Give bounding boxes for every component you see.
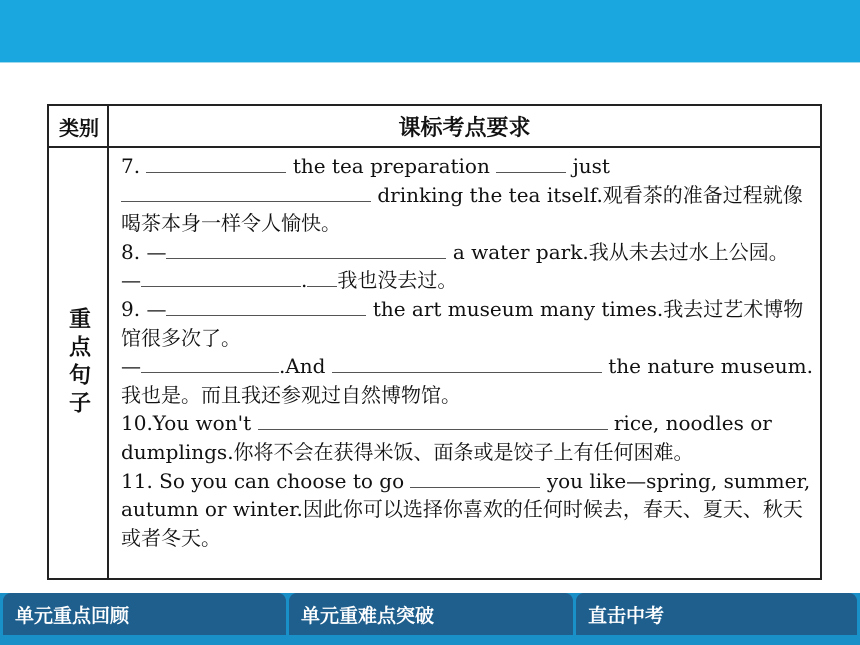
blank[interactable] (258, 411, 608, 430)
category-cell (49, 148, 107, 578)
nav-unit-review-button[interactable]: 单元重点回顾 (3, 593, 286, 635)
blank[interactable] (332, 354, 602, 373)
blank[interactable] (121, 183, 371, 202)
top-banner (0, 0, 860, 63)
s8-text-1: a water park.我从未去过水上公园。 (452, 239, 789, 264)
blank[interactable] (410, 469, 540, 488)
sentence-9 (121, 295, 814, 352)
blank[interactable] (166, 240, 446, 259)
blank[interactable] (496, 154, 566, 173)
s11-text: you like—spring, summer, autumn or winter.因此你可以选择你喜欢的任何时候去，春天、夏天、秋天或者冬天。 (121, 468, 811, 550)
s9-text-1: the art museum many times.我去过艺术博物馆很多次了。 (121, 296, 804, 350)
blank[interactable] (166, 297, 366, 316)
s8-number: 8. — (121, 239, 167, 264)
sentence-11 (121, 467, 814, 553)
s7-text-3: drinking the tea itself.观看茶的准备过程就像喝茶本身一样令人愉快。 (121, 182, 803, 236)
table-header-row (49, 106, 820, 148)
sentence-7 (121, 152, 814, 238)
s10-number: 10.You won't (121, 411, 252, 436)
sentence-9-reply (121, 352, 814, 409)
s8-period: . (301, 268, 308, 293)
requirements-table (47, 104, 822, 580)
header-category: 类别 (59, 115, 99, 140)
sentence-8 (121, 238, 814, 267)
s7-text-2: just (572, 154, 610, 178)
s7-text-1: the tea preparation (292, 154, 490, 178)
s8-text-2: 我也没去过。 (337, 268, 458, 293)
s9-number: 9. — (121, 296, 167, 321)
nav-exam-button[interactable]: 直击中考 (576, 593, 857, 635)
blank[interactable] (307, 268, 337, 287)
s9-text-3: the nature museum.我也是。而且我还参观过自然博物馆。 (121, 354, 813, 407)
blank[interactable] (141, 354, 279, 373)
s8-dash: — (121, 268, 141, 293)
column-divider (107, 106, 109, 578)
s11-number: 11. So you can choose to go (121, 468, 405, 493)
s10-text: rice, noodles or dumplings.你将不会在获得米饭、面条或是饺子上有任何困难。 (121, 411, 772, 464)
sentence-8-reply (121, 266, 814, 295)
header-requirement: 课标考点要求 (398, 115, 531, 141)
s7-number: 7. (121, 154, 141, 178)
s9-text-2: .And (279, 354, 326, 379)
bottom-navigation (0, 593, 860, 645)
nav-key-points-button[interactable]: 单元重难点突破 (289, 593, 573, 635)
blank[interactable] (141, 268, 301, 287)
s9-dash: — (121, 354, 141, 379)
sentence-10 (121, 409, 814, 466)
sentences-content (121, 152, 814, 552)
blank[interactable] (146, 154, 286, 173)
category-label: 重点句子 (65, 307, 91, 419)
